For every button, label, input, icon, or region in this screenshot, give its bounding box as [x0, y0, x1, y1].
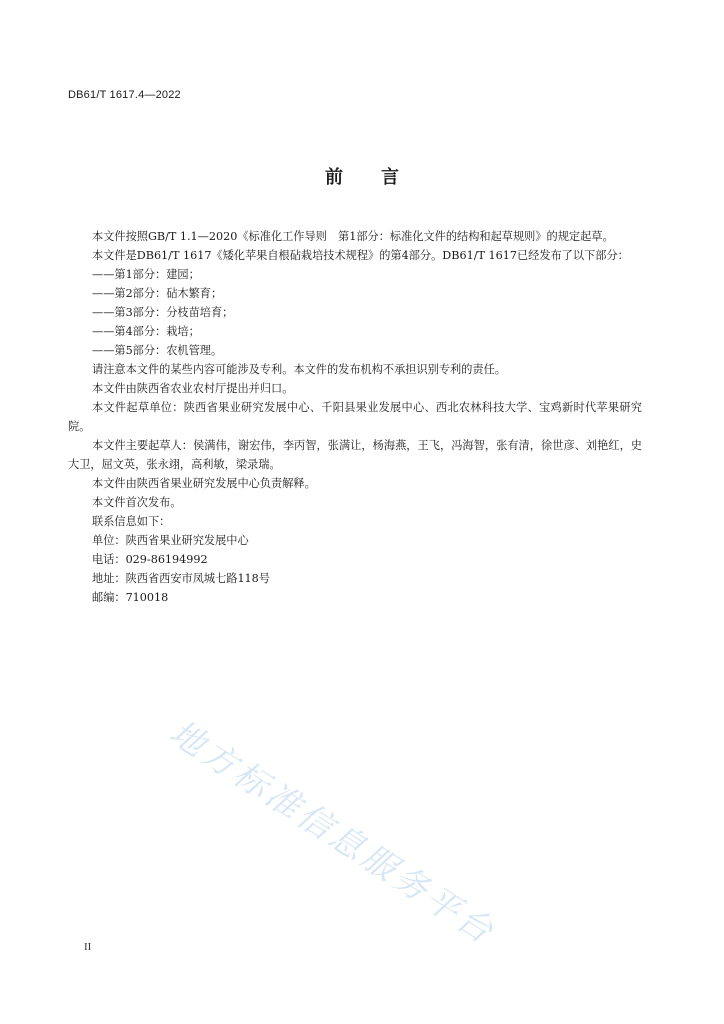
- paragraph: 邮编：710018: [92, 591, 169, 604]
- list-item: ——第5部分：农机管理。: [92, 344, 223, 357]
- list-item: ——第1部分：建园；: [92, 268, 200, 281]
- paragraph: 请注意本文件的某些内容可能涉及专利。本文件的发布机构不承担识别专利的责任。: [92, 363, 506, 376]
- paragraph: 电话：029-86194992: [92, 553, 208, 566]
- list-item: ——第2部分：砧木繁育；: [92, 287, 223, 300]
- paragraph: 地址：陕西省西安市凤城七路118号: [92, 572, 270, 585]
- paragraph: 本文件是DB61/T 1617《矮化苹果自根砧栽培技术规程》的第4部分。DB61/T 1617已经发布了以下部分：: [92, 249, 629, 262]
- foreword-body: [68, 227, 642, 607]
- paragraph: 本文件按照GB/T 1.1—2020《标准化工作导则 第1部分：标准化文件的结构和起草规则》的规定起草。: [92, 230, 614, 243]
- paragraph: 单位：陕西省果业研究发展中心: [92, 534, 249, 547]
- page-number: II: [84, 941, 92, 953]
- paragraph: 本文件由陕西省农业农村厅提出并归口。: [92, 382, 294, 395]
- paragraph: 本文件首次发布。: [92, 496, 182, 509]
- paragraph: 本文件由陕西省果业研究发展中心负责解释。: [92, 477, 316, 490]
- watermark: 地方标准信息服务平台: [162, 712, 503, 954]
- paragraph: 联系信息如下：: [92, 515, 171, 528]
- paragraph: 本文件主要起草人：侯满伟，谢宏伟，李丙智，张满让，杨海燕，王飞，冯海智，张有清，徐世彦、刘艳红，史大卫，屈文英，张永翊，高利敏，梁录瑞。: [68, 439, 642, 471]
- list-item: ——第3部分：分枝苗培育；: [92, 306, 234, 319]
- list-item: ——第4部分：栽培；: [92, 325, 200, 338]
- document-code: DB61/T 1617.4—2022: [68, 89, 181, 101]
- page-title: 前言: [325, 167, 437, 188]
- paragraph: 本文件起草单位：陕西省果业研究发展中心、千阳县果业发展中心、西北农林科技大学、宝鸡新时代苹果研究院。: [68, 401, 642, 433]
